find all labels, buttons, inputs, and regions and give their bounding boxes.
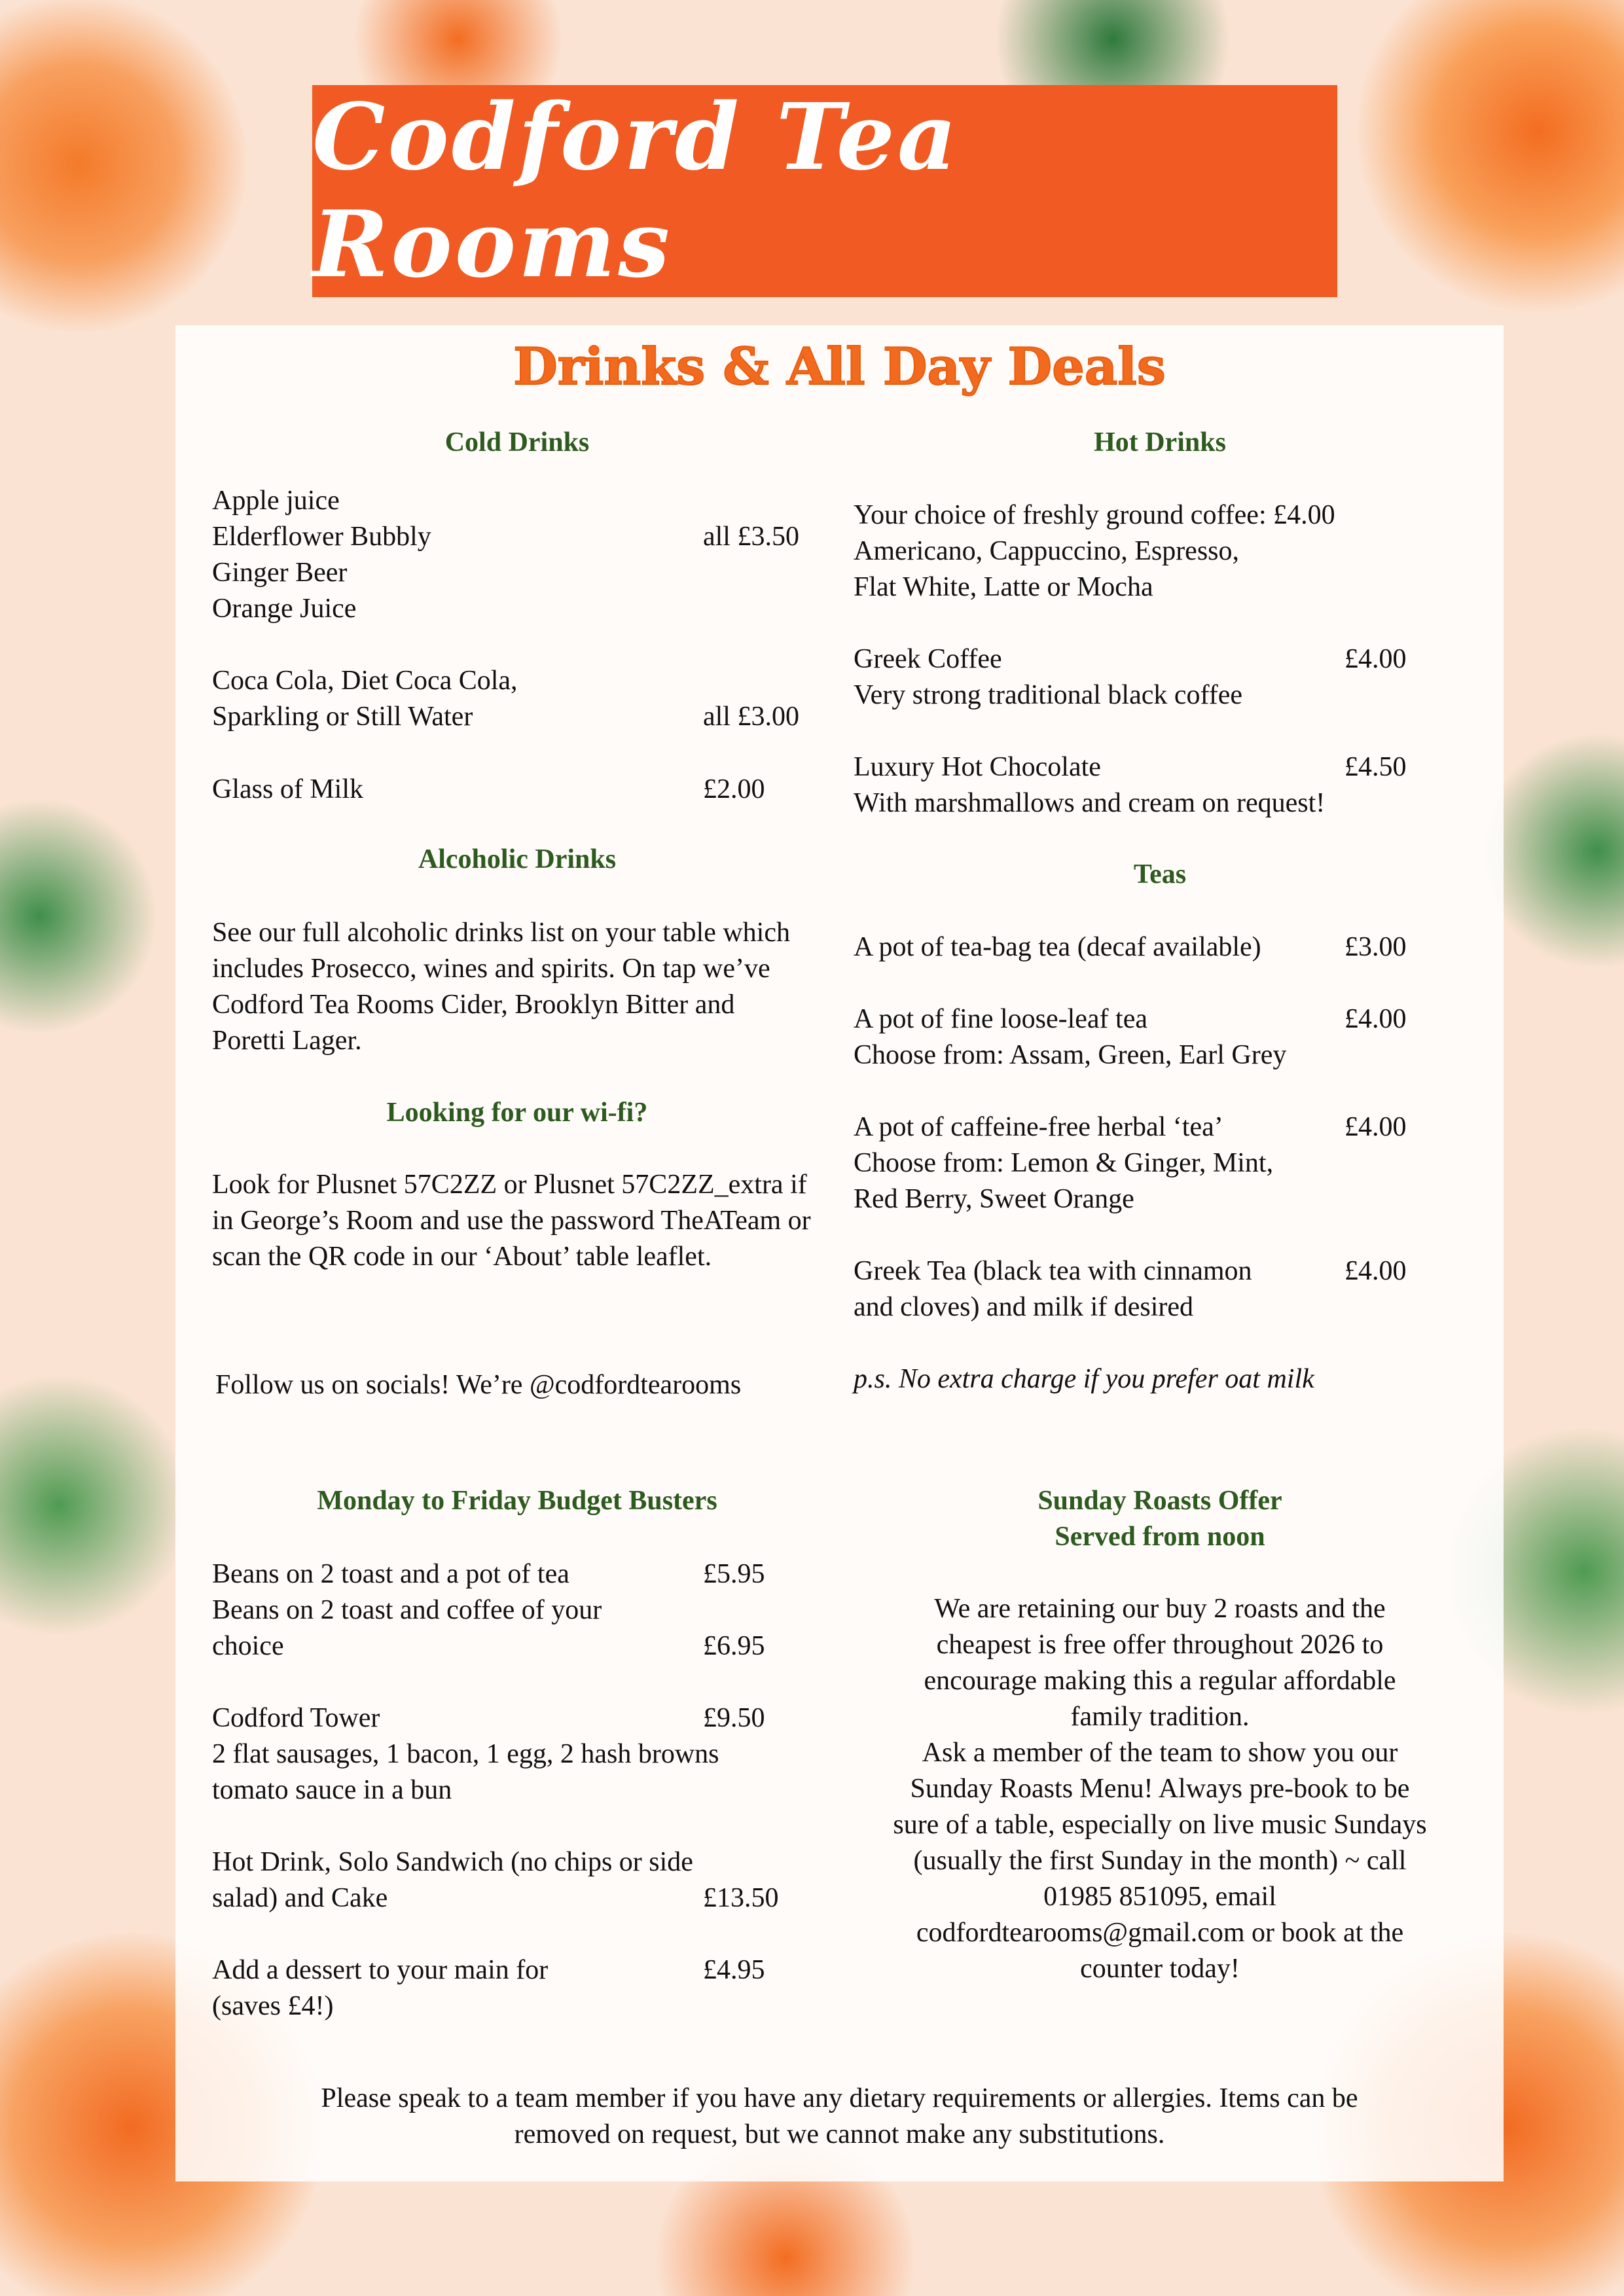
text-line: codfordtearooms@gmail.com or book at the (916, 1918, 1404, 1948)
item-name: Sparkling or Still Water (212, 702, 473, 732)
item-line (854, 1109, 1469, 1145)
item-price: all £3.00 (703, 702, 799, 732)
item-line (212, 1880, 834, 1916)
alcoholic-text: See our full alcoholic drinks list on your table which includes Prosecco, wines and spirits. On tap we’ve Codford Tea Rooms Cider, Brooklyn Bitter and Poretti Lager. (212, 918, 790, 1056)
item-price: £6.95 (703, 1631, 765, 1661)
item-desc: Choose from: Lemon & Ginger, Mint, (854, 1148, 1274, 1178)
item-name: Ginger Beer (212, 558, 348, 588)
item-name: Greek Tea (black tea with cinnamon (854, 1256, 1252, 1286)
allergy-footer (175, 2081, 1504, 2153)
item-name: Luxury Hot Chocolate (854, 752, 1101, 782)
wifi-heading: Looking for our wi-fi? (386, 1098, 648, 1128)
item-line (212, 772, 834, 808)
cold-drinks-heading: Cold Drinks (444, 427, 590, 457)
text-line: sure of a table, especially on live music Sundays (893, 1810, 1427, 1840)
item-name: Codford Tower (212, 1703, 380, 1733)
page-title: Drinks & All Day Deals (513, 337, 1166, 397)
item-name: Orange Juice (212, 594, 357, 624)
sunday-text (833, 1591, 1487, 1987)
item-name: A pot of caffeine-free herbal ‘tea’ (854, 1112, 1223, 1142)
item-price: £4.00 (1344, 1112, 1407, 1142)
item-line (212, 1592, 834, 1628)
item-line: Your choice of freshly ground coffee: £4.00 (854, 500, 1335, 530)
item-name: Elderflower Bubbly (212, 522, 431, 552)
item-name: Greek Coffee (854, 644, 1002, 674)
item-desc: Americano, Cappuccino, Espresso, (854, 536, 1240, 566)
item-desc: tomato sauce in a bun (212, 1775, 452, 1805)
item-name: Beans on 2 toast and a pot of tea (212, 1559, 569, 1589)
cafe-name-logo: Codford Tea Rooms (312, 84, 960, 298)
item-name: Beans on 2 toast and coffee of your (212, 1595, 602, 1625)
menu-item (212, 483, 834, 519)
item-line (854, 1253, 1469, 1289)
item-line (212, 1700, 834, 1736)
item-name: Hot Drink, Solo Sandwich (no chips or side (212, 1847, 693, 1877)
text-line: Sunday Roasts Menu! Always pre-book to be (910, 1774, 1410, 1804)
socials-text: Follow us on socials! We’re @codfordtearooms (215, 1370, 742, 1400)
teas-list (854, 929, 1469, 1397)
item-name: Add a dessert to your main for (212, 1955, 549, 1985)
hot-drinks-list (854, 497, 1469, 821)
oat-milk-note: p.s. No extra charge if you prefer oat milk (854, 1364, 1314, 1394)
item-name: Glass of Milk (212, 774, 363, 804)
text-line: (usually the first Sunday in the month) ~ call (913, 1846, 1407, 1876)
item-price: £4.00 (1344, 1256, 1407, 1286)
item-price: £3.00 (1344, 932, 1407, 962)
item-line: (saves £4!) (212, 1991, 334, 2021)
item-line (212, 699, 834, 735)
sunday-heading: Sunday Roasts Offer (1038, 1486, 1282, 1516)
budget-list (212, 1556, 834, 2024)
item-name: Coca Cola, Diet Coca Cola, (212, 666, 518, 696)
item-desc: Choose from: Assam, Green, Earl Grey (854, 1040, 1287, 1070)
item-desc: Very strong traditional black coffee (854, 680, 1243, 710)
item-desc: Flat White, Latte or Mocha (854, 572, 1153, 602)
item-desc: Red Berry, Sweet Orange (854, 1184, 1134, 1214)
sunday-subheading: Served from noon (1055, 1522, 1265, 1552)
item-price: £5.95 (703, 1559, 765, 1589)
item-desc: With marshmallows and cream on request! (854, 788, 1326, 818)
menu-item (212, 519, 834, 555)
item-desc: and cloves) and milk if desired (854, 1292, 1194, 1322)
footer-line: removed on request, but we cannot make any substitutions. (514, 2119, 1165, 2149)
item-name: A pot of fine loose-leaf tea (854, 1004, 1147, 1034)
text-line: cheapest is free offer throughout 2026 to (936, 1630, 1384, 1660)
item-line (212, 1952, 834, 1988)
alcoholic-heading: Alcoholic Drinks (418, 844, 617, 874)
text-line: We are retaining our buy 2 roasts and the (934, 1594, 1386, 1624)
milk-item (212, 772, 834, 808)
item-price: £4.50 (1344, 752, 1407, 782)
item-price: £13.50 (703, 1883, 779, 1913)
menu-item (212, 591, 834, 627)
text-line: 01985 851095, email (1043, 1882, 1276, 1912)
cold-drinks-group-1 (212, 483, 834, 627)
title-banner (312, 85, 1337, 297)
item-name: A pot of tea-bag tea (decaf available) (854, 932, 1261, 962)
item-line (854, 929, 1469, 965)
item-line (854, 1001, 1469, 1037)
item-line (212, 1628, 834, 1664)
item-name: Apple juice (212, 486, 340, 516)
menu-item (212, 555, 834, 591)
item-line (212, 1844, 834, 1880)
footer-line: Please speak to a team member if you have any dietary requirements or allergies. Items can be (321, 2083, 1358, 2113)
item-price: all £3.50 (703, 522, 799, 552)
item-price: £9.50 (703, 1703, 765, 1733)
item-price: £2.00 (703, 774, 765, 804)
item-price: £4.00 (1344, 1004, 1407, 1034)
item-line (854, 641, 1469, 677)
cold-drinks-group-2 (212, 663, 834, 735)
teas-heading: Teas (1133, 859, 1187, 889)
text-line: family tradition. (1070, 1702, 1250, 1732)
hot-drinks-heading: Hot Drinks (1094, 427, 1226, 457)
item-line (212, 663, 834, 699)
item-name: choice (212, 1631, 284, 1661)
text-line: encourage making this a regular affordable (924, 1666, 1396, 1696)
item-price: £4.00 (1344, 644, 1407, 674)
item-line (212, 1556, 834, 1592)
item-line (854, 749, 1469, 785)
wifi-text: Look for Plusnet 57C2ZZ or Plusnet 57C2ZZ_extra if in George’s Room and use the password TheATeam or scan the QR code in our ‘About’ table leaflet. (212, 1170, 811, 1272)
item-price: £4.95 (703, 1955, 765, 1985)
budget-heading: Monday to Friday Budget Busters (317, 1486, 717, 1516)
text-line: counter today! (1080, 1954, 1240, 1984)
item-name: salad) and Cake (212, 1883, 388, 1913)
text-line: Ask a member of the team to show you our (922, 1738, 1398, 1768)
item-desc: 2 flat sausages, 1 bacon, 1 egg, 2 hash browns (212, 1739, 719, 1769)
